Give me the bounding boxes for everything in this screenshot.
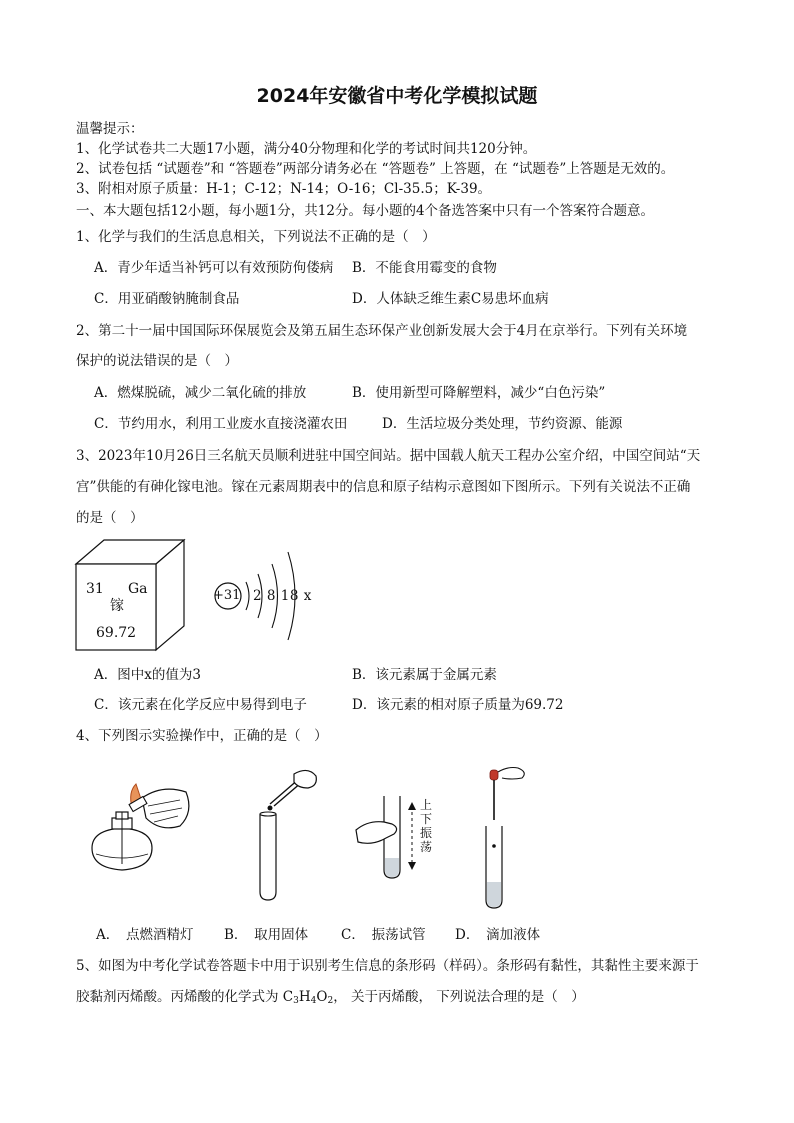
q4-option-c: C． 振荡试管	[341, 927, 426, 943]
formula-sub-c: 3	[293, 996, 299, 1006]
q3-option-a: A．图中x的值为3	[94, 667, 201, 683]
q5-stem-line1: 5、如图为中考化学试卷答题卡中用于识别考生信息的条形码（样码）。条形码有黏性，其黏性主要来源于	[76, 958, 699, 974]
q3-option-c: C．该元素在化学反应中易得到电子	[94, 697, 307, 713]
nucleus-charge: +31	[213, 588, 241, 603]
tips-heading: 温馨提示：	[76, 121, 144, 137]
figure-d-dropper-tube	[472, 760, 532, 912]
q4-option-d: D． 滴加液体	[455, 927, 541, 943]
q4-option-b: B． 取用固体	[224, 927, 309, 943]
q2-option-a: A．燃煤脱硫，减少二氧化硫的排放	[94, 385, 307, 401]
element-symbol: Ga	[128, 581, 148, 597]
element-atomic-mass: 69.72	[96, 625, 137, 641]
q2-option-c: C．节约用水，利用工业废水直接浇灌农田	[94, 416, 348, 432]
q1-stem: 1、化学与我们的生活息息相关，下列说法不正确的是（ ）	[76, 229, 436, 245]
tip-1: 1、化学试卷共二大题17小题，满分40分物理和化学的考试时间共120分钟。	[76, 141, 537, 157]
formula-sub-o: 2	[327, 996, 334, 1006]
q5-text-before-formula: 胶黏剂丙烯酸。丙烯酸的化学式为 C	[76, 989, 294, 1005]
q3-option-b: B．该元素属于金属元素	[352, 667, 497, 683]
element-name: 镓	[110, 598, 124, 614]
q1-option-b: B．不能食用霉变的食物	[352, 260, 497, 276]
section-1-heading: 一、本大题包括12小题，每小题1分，共12分。每小题的4个备选答案中只有一个答案符合题意。	[76, 203, 655, 219]
q2-stem-line1: 2、第二十一届中国国际环保展览会及第五届生态环保产业创新发展大会于4月在京举行。下列有关环境	[76, 323, 688, 339]
q2-option-b: B．使用新型可降解塑料，减少“白色污染”	[352, 385, 606, 401]
figure-b-solid-tube	[250, 766, 320, 902]
q4-option-a: A． 点燃酒精灯	[96, 927, 194, 943]
electron-shells: 2 8 18 x	[253, 588, 312, 604]
q2-stem-line2: 保护的说法错误的是（ ）	[76, 353, 238, 369]
tip-2: 2、试卷包括 “试题卷”和 “答题卷”两部分请务必在 “答题卷” 上答题，在 “试题卷”上答题是无效的。	[76, 161, 675, 177]
formula-h: H	[298, 989, 311, 1005]
q1-option-a: A．青少年适当补钙可以有效预防佝偻病	[94, 260, 334, 276]
q1-option-c: C．用亚硝酸钠腌制食品	[94, 291, 240, 307]
q2-option-d: D．生活垃圾分类处理，节约资源、能源	[382, 416, 623, 432]
q4-stem: 4、下列图示实验操作中，正确的是（ ）	[76, 728, 328, 744]
q5-stem-line2	[76, 989, 585, 1009]
q3-stem-line1: 3、2023年10月26日三名航天员顺利进驻中国空间站。据中国载人航天工程办公室介绍，中国空间站“天	[76, 448, 701, 464]
tip-3: 3、附相对原子质量：H-1；C-12；N-14；O-16；Cl-35.5；K-39。	[76, 181, 492, 197]
q3-option-d: D．该元素的相对原子质量为69.72	[352, 697, 564, 713]
figure-a-alcohol-lamp	[82, 778, 200, 888]
element-atomic-number: 31	[86, 581, 104, 597]
shake-label: 上下振荡	[420, 798, 433, 854]
q1-option-d: D．人体缺乏维生素C易患坏血病	[352, 291, 549, 307]
page-title: 2024年安徽省中考化学模拟试题	[256, 85, 538, 107]
q3-stem-line3: 的是（ ）	[76, 510, 144, 526]
q5-text-after-formula: ， 关于丙烯酸， 下列说法合理的是（ ）	[333, 989, 585, 1005]
formula-sub-h: 4	[310, 996, 317, 1006]
q3-stem-line2: 宫”供能的有砷化镓电池。镓在元素周期表中的信息和原子结构示意图如下图所示。下列有关说法不正确	[76, 479, 691, 495]
formula-o: O	[316, 989, 328, 1005]
